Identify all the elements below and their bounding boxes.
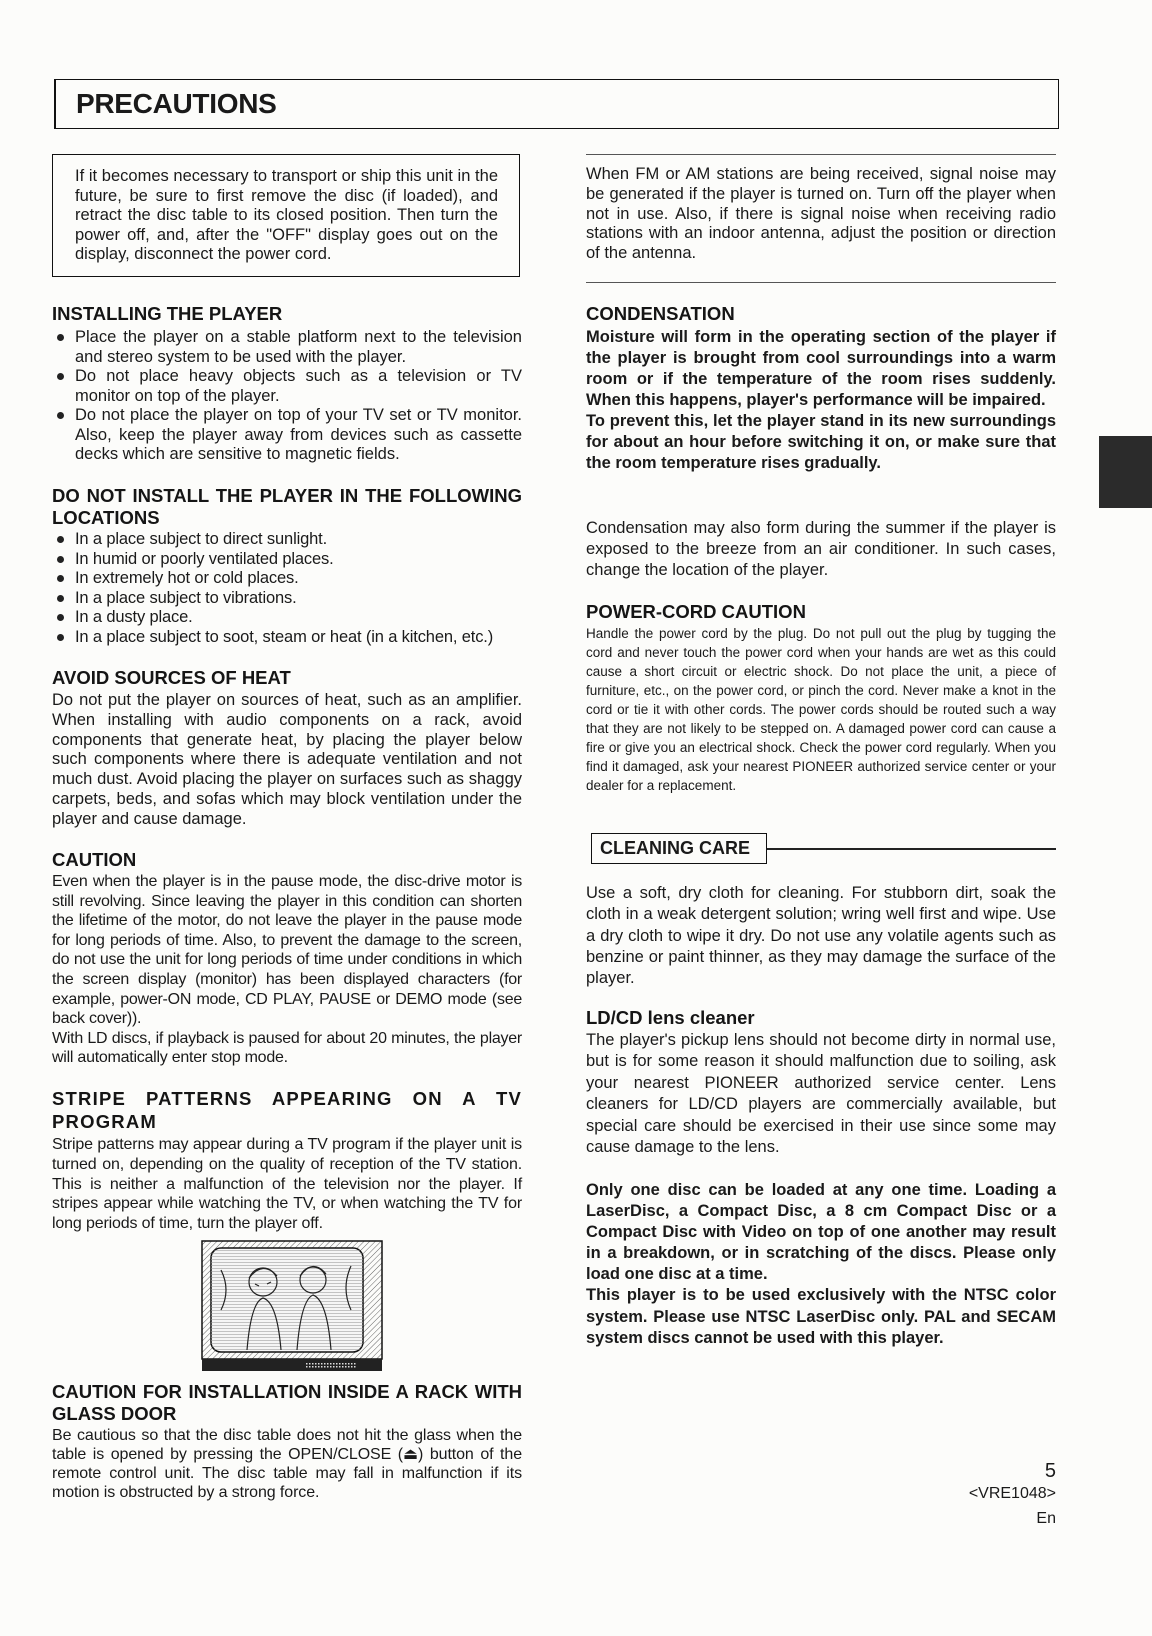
- list-item: Place the player on a stable platform next to the television and stereo system to be used with the player.: [52, 328, 522, 367]
- rack-body: Be cautious so that the disc table does not hit the glass when the table is opened by pressing the OPEN/CLOSE (⏏) button of the remote control unit. The disc table may fall in malfunction if its motion is obstructed by a strong force.: [52, 1427, 522, 1501]
- notice-paragraph: This player is to be used exclusively with the NTSC color system. Please use NTSC LaserDisc only. PAL and SECAM system discs cannot be used with this player.: [586, 1286, 1056, 1347]
- stripe-pattern: [211, 1248, 363, 1352]
- caution-body: [52, 872, 522, 1068]
- power-cord-heading: POWER-CORD CAUTION: [586, 601, 806, 622]
- list-item: In a place subject to direct sunlight.: [52, 530, 522, 550]
- list-item: Do not place the player on top of your TV set or TV monitor. Also, keep the player away from devices such as cassette decks which are sensitive to magnetic fields.: [52, 406, 522, 465]
- divider: [586, 154, 1056, 155]
- caution-paragraph: With LD discs, if playback is paused for about 20 minutes, the player will automatically enter stop mode.: [52, 1029, 522, 1067]
- tv-illustration: [201, 1240, 383, 1373]
- stripe-heading: STRIPE PATTERNS APPEARING ON A TV PROGRAM: [52, 1088, 522, 1132]
- caution-paragraph: Even when the player is in the pause mode, the disc-drive motor is still revolving. Since leaving the player in this condition can shorten the lifetime of the motor, do not leave the player in the pause mode for long periods of time. Also, to prevent the damage to the screen, do not use the unit for long periods of time under conditions in which the screen display (monitor) has been displayed characters (for example, power-ON mode, CD PLAY, PAUSE or DEMO mode (see back cover)).: [52, 873, 522, 1028]
- disc-notice: [586, 1180, 1056, 1349]
- installing-list: [52, 328, 522, 465]
- cleaning-body: Use a soft, dry cloth for cleaning. For stubborn dirt, soak the cloth in a weak detergent solution; wring well first and wipe. Use a dry cloth to wipe it dry. Do not use any volatile agents such as benzine or paint thinner, as they may damage the surface of the player.: [586, 884, 1056, 987]
- transport-note: If it becomes necessary to transport or ship this unit in the future, be sure to first remove the disc (if loaded), and retract the disc table to its closed position. Then turn the power off, and, after the "OFF" display goes out on the display, disconnect the power cord.: [75, 167, 498, 263]
- radio-note: When FM or AM stations are being received, signal noise may be generated if the player is turned on. Turn off the player when not in use. Also, if there is signal noise when receiving radio stations with an indoor antenna, adjust the position or direction of the antenna.: [586, 165, 1056, 262]
- list-item: In a place subject to soot, steam or heat (in a kitchen, etc.): [52, 628, 522, 648]
- locations-heading: DO NOT INSTALL THE PLAYER IN THE FOLLOWING LOCATIONS: [52, 485, 522, 528]
- divider: [586, 282, 1056, 283]
- doc-code: <VRE1048>: [968, 1485, 1056, 1502]
- warning-paragraph: To prevent this, let the player stand in its new surroundings for about an hour before switching it on, or make sure that the room temperature rises gradually.: [586, 412, 1056, 472]
- list-item: Do not place heavy objects such as a television or TV monitor on top of the player.: [52, 367, 522, 406]
- tv-with-stripes-icon: [201, 1240, 383, 1373]
- section-edge-tab: [1099, 436, 1152, 508]
- condensation-warning: [586, 327, 1056, 474]
- condensation-heading: CONDENSATION: [586, 303, 735, 324]
- language-code: En: [1036, 1510, 1056, 1527]
- transport-note-box: [52, 154, 520, 277]
- page-title-box: [54, 79, 1059, 129]
- page-number: 5: [1044, 1460, 1056, 1482]
- list-item: In a dusty place.: [52, 608, 522, 628]
- condensation-body: Condensation may also form during the summer if the player is exposed to the breeze from an air conditioner. In such cases, change the location of the player.: [586, 519, 1056, 579]
- heat-body: Do not put the player on sources of heat, such as an amplifier. When installing with audio components on a rack, avoid components that generate heat, by placing the player below such components where there is adequate ventilation and not much dust. Avoid placing the player on surfaces such as shaggy carpets, beds, and sofas which may block ventilation under the player and cause damage.: [52, 691, 522, 828]
- stripe-body: Stripe patterns may appear during a TV program if the player unit is turned on, depending on the quality of reception of the TV station. This is neither a malfunction of the television nor the player. If stripes appear while watching the TV, or when watching the TV for long periods of time, turn the player off.: [52, 1136, 522, 1232]
- lens-heading: LD/CD lens cleaner: [586, 1007, 755, 1028]
- list-item: In a place subject to vibrations.: [52, 589, 522, 609]
- notice-paragraph: Only one disc can be loaded at any one time. Loading a LaserDisc, a Compact Disc, a 8 cm Compact Disc or a Compact Disc with Video on top of one another may result in a breakdown, or in scratching of the discs. Please only load one disc at a time.: [586, 1181, 1056, 1284]
- heat-heading: AVOID SOURCES OF HEAT: [52, 667, 291, 688]
- locations-list: [52, 530, 522, 648]
- list-item: In humid or poorly ventilated places.: [52, 550, 522, 570]
- tv-control-panel: [305, 1362, 357, 1368]
- power-cord-body: Handle the power cord by the plug. Do not pull out the plug by tugging the cord and never touch the power cord when your hands are wet as this could cause a short circuit or electric shock. Do not place the unit, a piece of furniture, etc., on the power cord, or pinch the cord. Never make a knot in the cord or tie it with other cords. The power cords should be routed such a way that they are not likely to be stepped on. A damaged power cord can cause a fire or give you an electrical shock. Check the power cord regularly. When you find it damaged, ask your nearest PIONEER authorized service center or your dealer for a replacement.: [586, 626, 1056, 793]
- lens-body: The player's pickup lens should not become dirty in normal use, but is for some reason it should malfunction due to soiling, ask your nearest PIONEER authorized service center. Lens cleaners for LD/CD players are commercially available, but special care should be exercised in their use since some may cause damage to the lens.: [586, 1031, 1056, 1157]
- divider: [767, 848, 1056, 850]
- list-item: In extremely hot or cold places.: [52, 569, 522, 589]
- cleaning-heading: CLEANING CARE: [600, 838, 751, 858]
- caution-heading: CAUTION: [52, 849, 137, 870]
- page-title: PRECAUTIONS: [76, 88, 277, 119]
- installing-heading: INSTALLING THE PLAYER: [52, 303, 283, 324]
- warning-paragraph: Moisture will form in the operating section of the player if the player is brought from cool surroundings into a warm room or if the temperature of the room rises suddenly. When this happens, player's performance will be impaired.: [586, 328, 1056, 409]
- rack-heading: CAUTION FOR INSTALLATION INSIDE A RACK WITH GLASS DOOR: [52, 1381, 522, 1424]
- cleaning-heading-box: [591, 833, 767, 864]
